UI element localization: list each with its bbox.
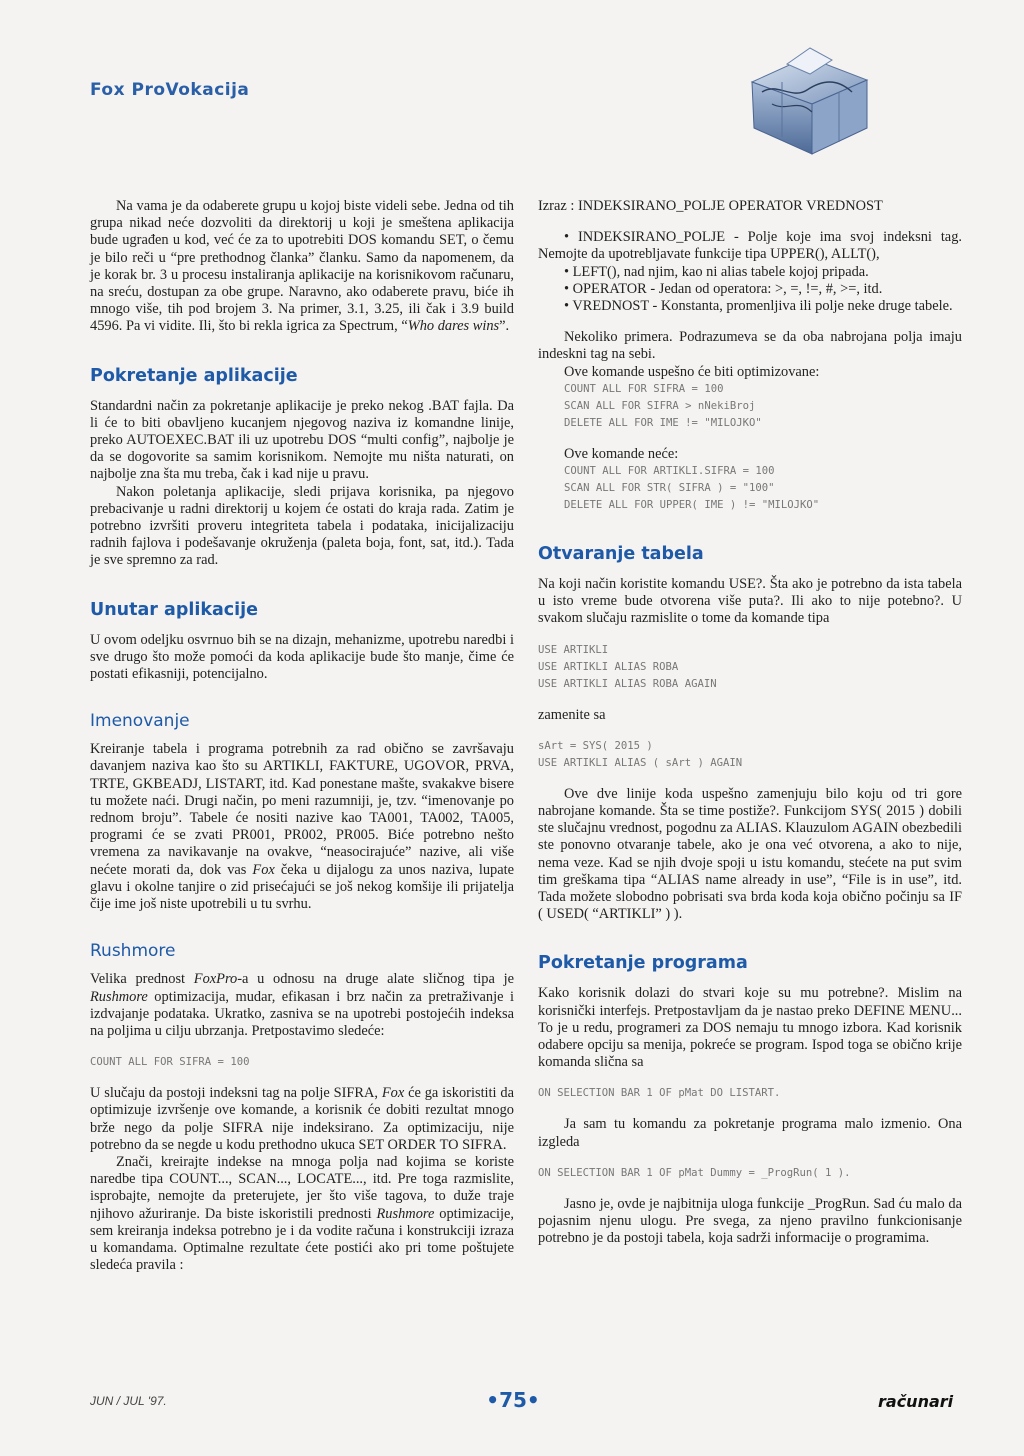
rushmore-p3-b: optimizacije, sem kreiranja indeksa potrebno je i da vodite računa i konstrukciji izraza u komandama. Optimalne rezultate ćete postići ako pri tome poštujete sledeća pravila : <box>90 1205 514 1274</box>
rushmore-p1 <box>90 971 514 1040</box>
heading-unutar-aplikacije: Unutar aplikacije <box>90 599 259 620</box>
zamenite-line: zamenite sa <box>538 706 606 723</box>
magazine-brand: računari <box>878 1392 954 1411</box>
otvaranje-p1: Na koji način koristite komandu USE?. Šta ako je potrebno da ista tabela u isto vreme bude otvorena više puta?. Ili ako to nije potebno?. U svakom slučaju razmislite o tome da komande tipa <box>538 576 962 627</box>
rushmore-p1-c: optimizacija, mudar, efikasan i brz način za pretraživanje i izdvajanje podataka. Ukratko, zasniva se na upotrebi postojećih indeksa na poljima u cilju ubrzanja. Pretpostavimo sledeće: <box>90 988 514 1039</box>
izraz-line: Izraz : INDEKSIRANO_POLJE OPERATOR VREDNOST <box>538 198 883 214</box>
unutar-aplikacije-p1: U ovom odeljku osvrnuo bih se na dizajn, mehanizme, upotrebu naredbi i sve drugo što može pomoći da koda aplikacije bude što manje, čime će postati efikasniji, potencijalno. <box>90 631 514 683</box>
intro-end: ”. <box>499 318 510 335</box>
on-selection-code-2: ON SELECTION BAR 1 OF pMat Dummy = _ProgRun( 1 ). <box>538 1166 851 1179</box>
heading-imenovanje: Imenovanje <box>90 711 190 732</box>
page-number: •75• <box>486 1388 540 1412</box>
otvaranje-p2: Ove dve linije koda uspešno zamenjuju bilo koju od tri gore nabrojane komande. Šta se time postiže?. Funkcijom SYS( 2015 ) dobili ste slučajnu vrednost, pogodnu za ALIAS. Klauzulom AGAIN obezbedili ste ponovno otvaranje tabele, ako je ona već otvorena, a ako to nije, nema veze. Kad se njih dvoje spoji u istu komandu, stećete na put svim tim greškama tipa “ALIAS name already in use”, “File is in use”, itd. Tada možete slobodno pobrisati sva brda koda koja obično počinju sa IF ( USED( “ARTIKLI” ) ). <box>538 785 962 923</box>
rushmore-p2-a: U slučaju da postoji indeksni tag na polje SIFRA, <box>90 1085 382 1102</box>
left-column <box>90 198 514 1274</box>
imenovanje-fox: Fox <box>252 861 275 878</box>
rushmore-name-2: Rushmore <box>376 1205 435 1222</box>
puzzle-cube-logo-icon <box>732 42 882 160</box>
imenovanje-text-end: čeka u dijalogu za unos naziva, lupate glavu i okolne tanjire o zid prisećajući se još nekog komšije ili prijatelja čije ime još niste upotrebili u tu svrhu. <box>90 861 515 913</box>
pokretanje-programa-p1: Kako korisnik dolazi do stvari koje su mu potrebne?. Mislim na korisnički interfejs. Pretpostavljam da je nastao preko DEFINE MENU... To je u redu, programeri za DOS nemaju tu mnogo izbora. Kad korisnik odabere opciju sa menija, pokreće se program. Ispod toga se obično krije komanda slična sa <box>538 985 962 1071</box>
rule-indeksirano-polje: • INDEKSIRANO_POLJE - Polje koje ima svoj indeksni tag. Nemojte da upotrebljavate funkcije tipa UPPER(), ALLT(), <box>538 229 962 263</box>
nece-line: Ove komande neće: <box>564 445 679 462</box>
imenovanje-text: Kreiranje tabela i programa potrebnih za rad obično se završavaju davanjem naziva kao što su ARTIKLI, FAKTURE, UGOVOR, PRVA, TRTE, GKBEADJ, LISTART, itd. Kad ponestane mašte, svakakve bisere tu možete naći. Drugi način, po meni razumniji, je, tzv. “imenovanje po rednom broju”. Tabele će nositi nazive kao TA001, TA002, TA005, programi će se zvati PR001, PR002, PR005. Biće potrebno nešto vremena za navikavanje na ovakve, “neasocirajuće” nazive, ali više nećete morati da, dok vas <box>90 741 514 878</box>
pokretanje-aplikacije-p2: Nakon poletanja aplikacije, sledi prijava korisnika, pa njegovo prebacivanje u radni direktorij u kojem će ostati do kraja rada. Zatim je potrebno izvršiti proveru integriteta tabela i podataka, inicijalizaciju radnih fajlova i podešavanje okruženja (paleta boja, font, sat, itd.). Tada je sve spremno za rad. <box>90 483 514 569</box>
imenovanje-p1 <box>90 741 514 913</box>
pokretanje-programa-p2: Ja sam tu komandu za pokretanje programa malo izmenio. Ona izgleda <box>538 1116 962 1150</box>
rushmore-code-example: COUNT ALL FOR SIFRA = 100 <box>90 1056 250 1069</box>
heading-rushmore: Rushmore <box>90 941 176 962</box>
on-selection-code-1: ON SELECTION BAR 1 OF pMat DO LISTART. <box>538 1087 781 1100</box>
section-header-title: Fox ProVokacija <box>90 80 250 100</box>
rushmore-p1-b: -a u odnosu na druge alate sličnog tipa je <box>237 971 514 988</box>
optimizovane-line: Ove komande uspešno će biti optimizovane: <box>564 363 820 380</box>
rule-left: • LEFT(), nad njim, kao ni alias tabele kojoj pripada. <box>538 264 962 281</box>
rushmore-p1-a: Velika prednost <box>90 971 194 988</box>
rushmore-foxpro: FoxPro <box>193 971 238 988</box>
heading-pokretanje-programa: Pokretanje programa <box>538 953 748 974</box>
pokretanje-aplikacije-p1: Standardni način za pokretanje aplikacije je preko nekog .BAT fajla. Da li će to biti obavljeno kucanjem njegovog naziva iz komandne linije, preko AUTOEXEC.BAT ili uz upotrebu DOS “multi config”, najbolje je da se dogovorite sa samim korisnikom. Nemojte mu ništa naturati, on najbolje zna šta mu treba, čak i kad nije u pravu. <box>90 397 514 483</box>
rushmore-p2 <box>90 1085 514 1154</box>
rushmore-name: Rushmore <box>90 988 148 1005</box>
primeri-paragraph: Nekoliko primera. Podrazumeva se da oba nabrojana polja imaju indeskni tag na sebi. <box>538 329 962 363</box>
rushmore-p2-b: će ga iskoristiti da optimizuje izvršenje ove komande, a korisnik će dobiti rezultat mnogo brže nego da polje SIFRA nije indeksirano. Za optimizaciju, nije potrebno da se negde u kodu prethodno ukuca SET ORDER TO SIFRA. <box>90 1085 515 1153</box>
intro-quote: Who dares wins <box>407 318 500 335</box>
intro-text: Na vama je da odaberete grupu u kojoj biste videli sebe. Jedna od tih grupa nikad neće dozvoliti da direktorij u koji je smeštena aplikacija bude ugrađen u kod, već će za to upotrebiti DOS komandu SET, o čemu je bilo reči u “pre prethodnog članka” članku. Samo da napomenem, da je korak br. 3 u procesu instaliranja aplikacije na korisnikovom računaru, na sreću, dostupan za obe grupe. Naravno, ako odaberete pravu, biće ih mnogo više, tih pod brojem 3. Na primer, 3.1, 3.25, ili čak i 3.9 build 4596. Pa vi vidite. Ili, što bi rekla igrica za Spectrum, “ <box>90 198 514 335</box>
sys-code-block: sArt = SYS( 2015 ) USE ARTIKLI ALIAS ( sArt ) AGAIN <box>538 739 743 769</box>
rules-list <box>538 229 962 315</box>
heading-pokretanje-aplikacije: Pokretanje aplikacije <box>90 365 298 386</box>
rushmore-p3 <box>90 1154 514 1274</box>
use-code-block: USE ARTIKLI USE ARTIKLI ALIAS ROBA USE ARTIKLI ALIAS ROBA AGAIN <box>538 643 717 690</box>
pokretanje-programa-p3: Jasno je, ovde je najbitnija uloga funkcije _ProgRun. Sad ću malo da pojasnim njenu ulogu. Pre svega, za njeno pravilno funkcionisanje potrebno je da postoji tabela, koja sadrži informacije o programima. <box>538 1195 962 1247</box>
rule-vrednost: • VREDNOST - Konstanta, promenljiva ili polje neke druge tabele. <box>538 298 962 315</box>
rushmore-p3-a: Znači, kreirajte indekse na mnoga polja nad kojima se koriste naredbe tipa COUNT..., SCAN..., LOCATE..., itd. Pre toga razmislite, isprobajte, nemojte da preterujete, jer što više tagova, to duže traje njihovo ažuriranje. Da biste iskoristili prednosti <box>90 1153 514 1222</box>
heading-otvaranje-tabela: Otvaranje tabela <box>538 544 704 565</box>
non-optimized-code-block: COUNT ALL FOR ARTIKLI.SIFRA = 100 SCAN ALL FOR STR( SIFRA ) = "100" DELETE ALL FOR UPPER( IME ) != "MILOJKO" <box>564 465 820 512</box>
intro-paragraph <box>90 198 514 336</box>
right-column <box>538 198 962 1248</box>
optimized-code-block: COUNT ALL FOR SIFRA = 100 SCAN ALL FOR SIFRA > nNekiBroj DELETE ALL FOR IME != "MILOJKO" <box>564 382 762 429</box>
footer-issue-date: JUN / JUL '97. <box>90 1394 167 1408</box>
rule-operator: • OPERATOR - Jedan od operatora: >, =, !=, #, >=, itd. <box>538 281 962 298</box>
rushmore-fox: Fox <box>381 1085 405 1102</box>
